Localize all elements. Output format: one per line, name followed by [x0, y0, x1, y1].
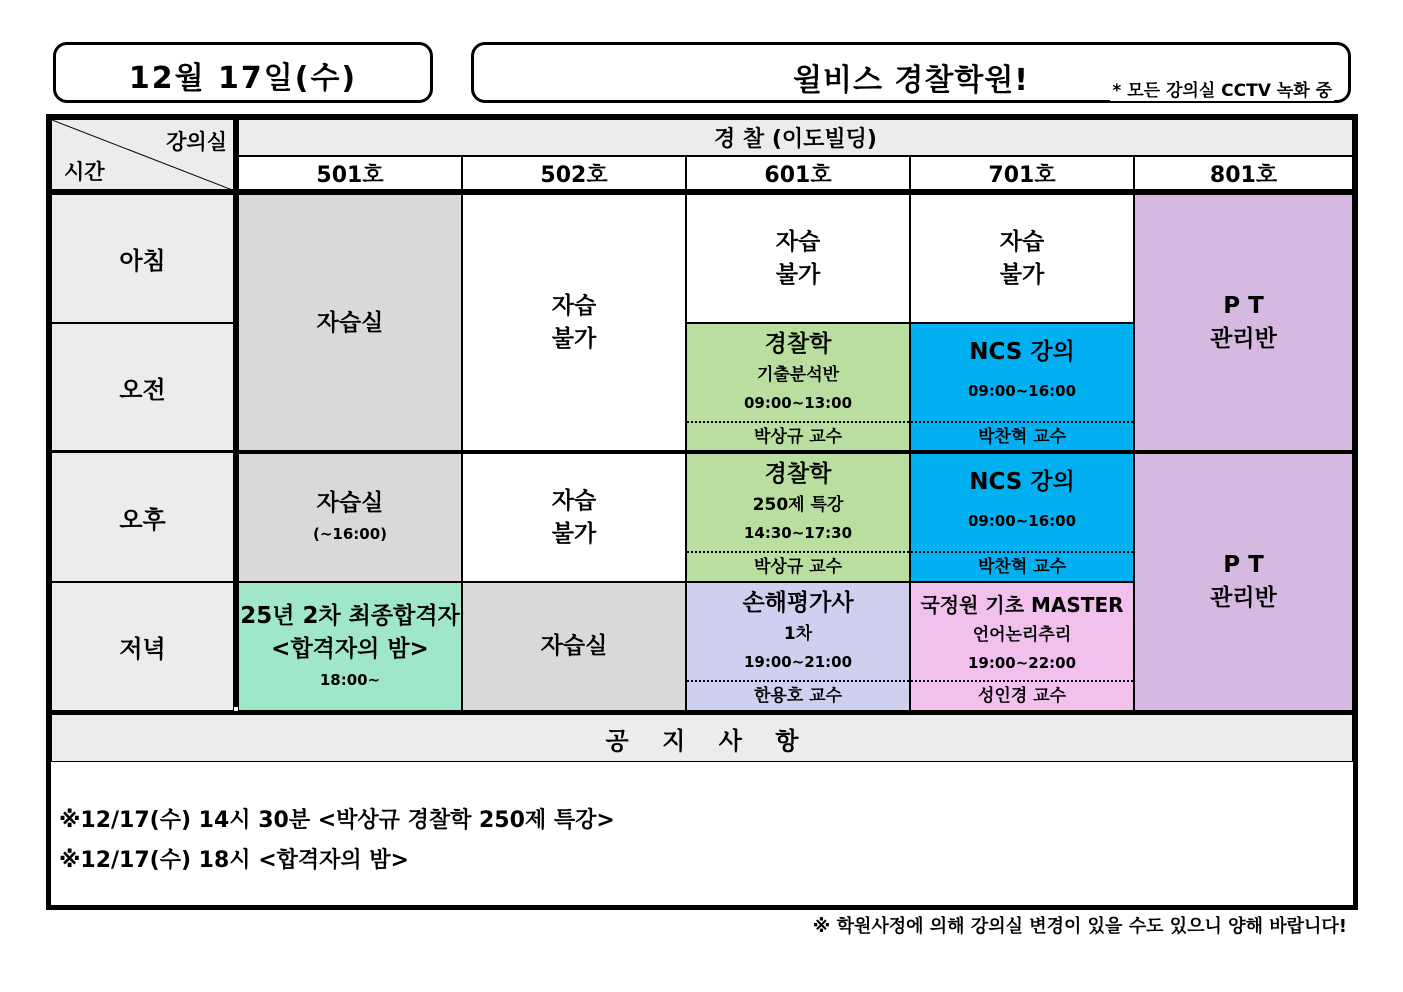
r501-am-label: 자습실: [316, 309, 384, 336]
r601-afternoon-cell: [686, 453, 910, 582]
room-header-501: 501호: [238, 156, 462, 190]
r601-afternoon-time: 14:30~17:30: [743, 524, 853, 542]
r701-evening-cell: [910, 582, 1134, 711]
r601-forenoon-prof: 박상규 교수: [687, 421, 909, 451]
r502-am-line2: 불가: [551, 326, 597, 352]
r701-evening-prof: 성인경 교수: [911, 680, 1133, 710]
r601-morning-line2: 불가: [775, 261, 821, 288]
r701-evening-sub: 언어논리추리: [972, 625, 1072, 645]
notice-title: 공 지 사 항: [51, 714, 1353, 762]
room-header-502: 502호: [462, 156, 686, 190]
r601-forenoon-title: 경찰학: [764, 331, 832, 357]
time-afternoon: 오후: [51, 452, 234, 582]
notice-line: ※12/17(수) 14시 30분 <박상규 경찰학 250제 특강>: [59, 808, 615, 833]
r701-forenoon-prof: 박찬혁 교수: [911, 421, 1133, 451]
r601-afternoon-sub: 250제 특강: [752, 495, 844, 515]
title-box: [471, 42, 1351, 103]
r601-evening-cell: [686, 582, 910, 711]
r601-evening-sub: 1차: [783, 624, 813, 644]
r501-evening-line2: <합격자의 밤>: [271, 635, 429, 662]
notice-list: [59, 801, 615, 881]
r601-forenoon-cell: [686, 323, 910, 452]
room-header-801: 801호: [1134, 156, 1353, 190]
cctv-note: * 모든 강의실 CCTV 녹화 중: [1110, 76, 1334, 101]
r502-evening-label: 자습실: [540, 633, 608, 659]
r701-afternoon-cell: [910, 453, 1134, 582]
r601-forenoon-time: 09:00~13:00: [743, 394, 853, 412]
r701-morning-line2: 불가: [999, 261, 1045, 288]
time-morning: 아침: [51, 194, 234, 323]
building-header: 경 찰 (이도빌딩): [238, 119, 1353, 156]
r501-afternoon-time: (~16:00): [312, 525, 388, 543]
page-title: 윌비스 경찰학원!: [793, 63, 1029, 98]
r501-afternoon-title: 자습실: [316, 490, 384, 516]
r801-pm-line1: P T: [1223, 552, 1264, 578]
r601-evening-title: 손해평가사: [742, 590, 854, 616]
r701-afternoon-prof: 박찬혁 교수: [911, 551, 1133, 581]
r501-evening-cell: [238, 582, 462, 711]
r601-morning-line1: 자습: [775, 228, 821, 255]
r801-pm-line2: 관리반: [1210, 585, 1277, 611]
notice-line: ※12/17(수) 18시 <합격자의 밤>: [59, 848, 409, 873]
r601-morning-cell: [686, 194, 910, 323]
r502-am-line1: 자습: [551, 293, 597, 319]
room-header-701: 701호: [910, 156, 1134, 190]
r501-afternoon-cell: [238, 453, 462, 582]
r701-evening-time: 19:00~22:00: [967, 654, 1077, 672]
r601-evening-time: 19:00~21:00: [743, 653, 853, 671]
r701-evening-title: 국정원 기초 MASTER: [920, 593, 1124, 617]
r701-forenoon-title: NCS 강의: [969, 339, 1075, 365]
r502-afternoon-line2: 불가: [551, 520, 597, 547]
r701-afternoon-time: 09:00~16:00: [967, 512, 1077, 530]
r502-evening-cell: [462, 582, 686, 711]
corner-time-label: 시간: [64, 160, 105, 184]
date-box: [53, 42, 433, 103]
r601-afternoon-title: 경찰학: [764, 461, 832, 487]
r801-pm-cell: [1134, 453, 1353, 711]
r502-afternoon-line1: 자습: [551, 487, 597, 514]
r501-am-cell: [238, 194, 462, 452]
r801-am-line2: 관리반: [1210, 326, 1277, 352]
room-header-601: 601호: [686, 156, 910, 190]
time-forenoon: 오전: [51, 323, 234, 452]
footer-note: ※ 학원사정에 의해 강의실 변경이 있을 수도 있으니 양해 바랍니다!: [812, 916, 1347, 937]
corner-room-label: 강의실: [166, 130, 227, 154]
r502-afternoon-cell: [462, 453, 686, 582]
timetable: [46, 114, 1358, 910]
r701-forenoon-time: 09:00~16:00: [967, 382, 1077, 400]
r502-am-cell: [462, 194, 686, 452]
date-label: 12월 17일(수): [128, 61, 358, 96]
r701-afternoon-title: NCS 강의: [969, 469, 1075, 495]
r601-evening-prof: 한용호 교수: [687, 680, 909, 710]
r701-morning-line1: 자습: [999, 228, 1045, 255]
time-evening: 저녁: [51, 582, 234, 711]
r701-forenoon-cell: [910, 323, 1134, 452]
r601-afternoon-prof: 박상규 교수: [687, 551, 909, 581]
r801-am-line1: P T: [1223, 293, 1264, 319]
corner-header: [51, 119, 234, 190]
r801-am-cell: [1134, 194, 1353, 452]
r601-forenoon-sub: 기출분석반: [756, 365, 840, 385]
r501-evening-time: 18:00~: [319, 670, 381, 689]
r501-evening-line1: 25년 2차 최종합격자: [240, 602, 460, 629]
r701-morning-cell: [910, 194, 1134, 323]
